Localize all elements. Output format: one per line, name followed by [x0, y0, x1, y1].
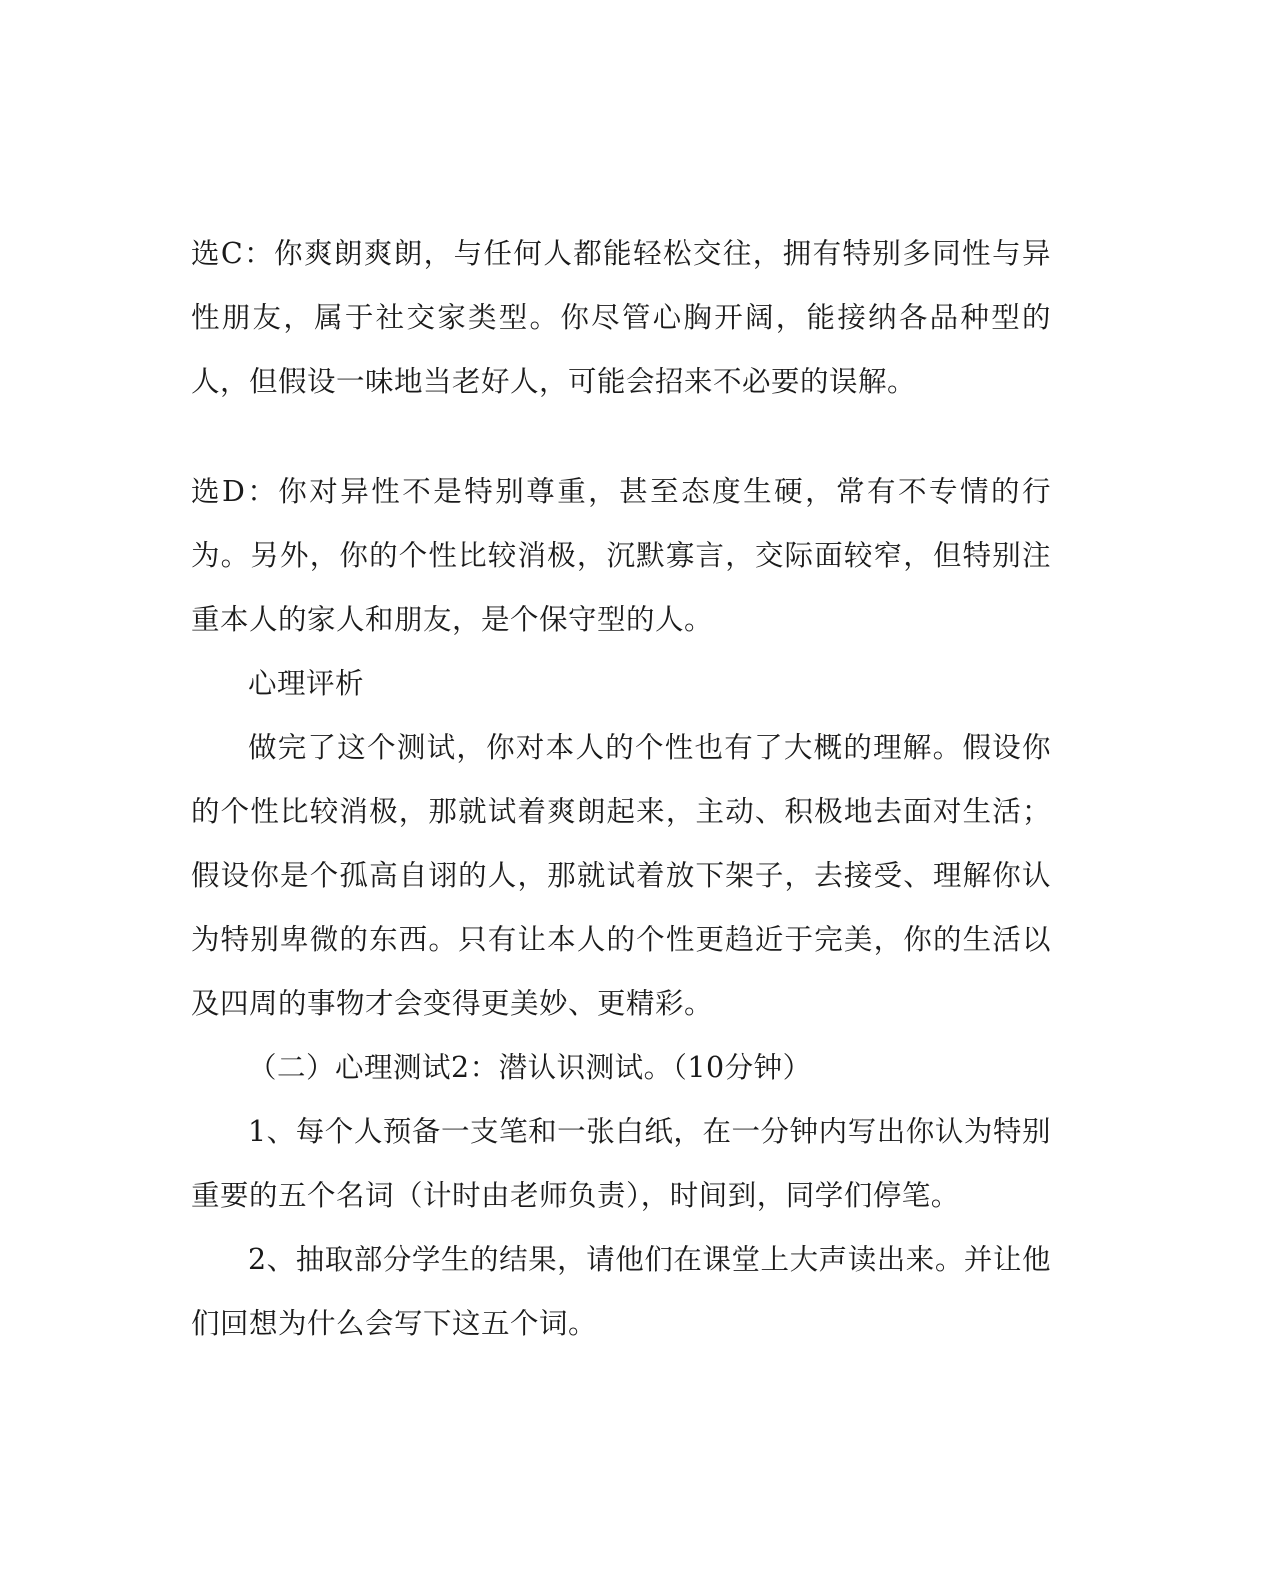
document-body — [191, 222, 1051, 1356]
paragraph-analysis: 做完了这个测试，你对本人的个性也有了大概的理解。假设你的个性比较消极，那就试着爽朗起来，主动、积极地去面对生活；假设你是个孤高自诩的人，那就试着放下架子，去接受、理解你认为特别卑微的东西。只有让本人的个性更趋近于完美，你的生活以及四周的事物才会变得更美妙、更精彩。 — [191, 731, 1051, 1020]
section-heading-test-2: （二）心理测试2：潜认识测试。（10分钟） — [248, 1051, 812, 1084]
paragraph-step-2: 2、抽取部分学生的结果，请他们在课堂上大声读出来。并让他们回想为什么会写下这五个词。 — [191, 1243, 1051, 1340]
paragraph-option-d: 选D：你对异性不是特别尊重，甚至态度生硬，常有不专情的行为。另外，你的个性比较消极，沉默寡言，交际面较窄，但特别注重本人的家人和朋友，是个保守型的人。 — [191, 475, 1051, 636]
section-heading-psych-analysis: 心理评析 — [248, 667, 365, 700]
paragraph-option-c: 选C：你爽朗爽朗，与任何人都能轻松交往，拥有特别多同性与异性朋友，属于社交家类型。你尽管心胸开阔，能接纳各品种型的人，但假设一味地当老好人，可能会招来不必要的误解。 — [191, 237, 1051, 398]
paragraph-step-1: 1、每个人预备一支笔和一张白纸，在一分钟内写出你认为特别重要的五个名词（计时由老师负责），时间到，同学们停笔。 — [191, 1115, 1051, 1212]
